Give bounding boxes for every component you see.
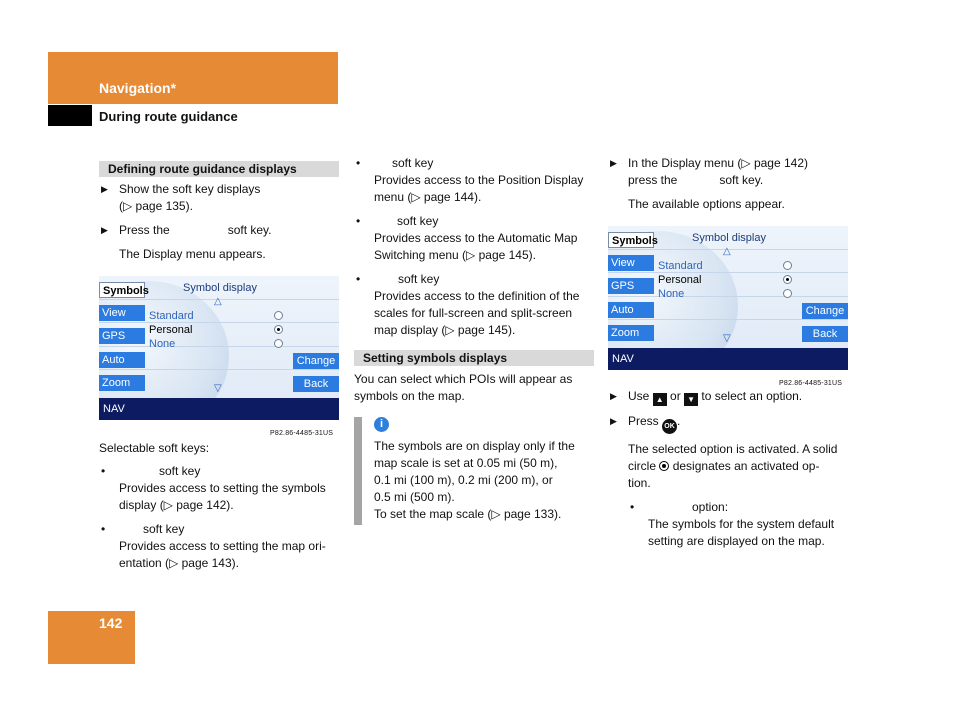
softkey-gps[interactable]: GPS	[608, 278, 654, 294]
step-arrow-icon: ▶	[101, 225, 108, 235]
radio-personal[interactable]	[274, 325, 283, 334]
radio-standard[interactable]	[783, 261, 792, 270]
bullet-gps: • soft key Provides access to the Position Display menu (▷ page 144).	[356, 156, 584, 204]
screen-title: Symbol display	[183, 282, 257, 294]
option-none[interactable]: None	[149, 338, 176, 350]
option-standard[interactable]: Standard	[658, 260, 703, 272]
softkey-auto[interactable]: Auto	[99, 352, 145, 368]
section-heading-symbols: Setting symbols displays	[354, 350, 594, 366]
bullet-auto: • soft key Provides access to the Automatic Map Switching menu (▷ page 145).	[356, 214, 578, 262]
screen-title: Symbol display	[692, 232, 766, 244]
section-heading-route-displays: Defining route guidance displays	[99, 161, 339, 177]
section-subtitle: During route guidance	[99, 109, 238, 124]
bullet-zoom: • soft key Provides access to the definition of the scales for full-screen and split-screen map display (▷ page 145).	[356, 272, 580, 337]
step-arrow-icon: ▶	[101, 184, 108, 194]
info-icon: i	[374, 417, 389, 432]
option-personal[interactable]: Personal	[658, 274, 702, 286]
step-use-keys: ▶ Use ▲ or ▼ to select an option.	[610, 389, 803, 404]
bullet-symbols: • soft key Provides access to setting the symbols display (▷ page 142).	[101, 464, 326, 512]
selectable-label: Selectable soft keys:	[99, 441, 210, 455]
header-black-tab	[48, 105, 92, 126]
selected-option-text: The selected option is activated. A solid circle designates an activated op- tion.	[628, 442, 838, 490]
step-arrow-icon: ▶	[610, 158, 617, 168]
column-3	[608, 155, 848, 213]
status-bar: NAV	[608, 348, 848, 370]
scroll-down-icon: ▽	[214, 383, 222, 394]
result-options: The available options appear.	[628, 197, 785, 211]
note-bar	[354, 417, 362, 525]
softkey-symbols[interactable]: Symbols	[608, 232, 654, 248]
result-text: The Display menu appears.	[119, 247, 266, 261]
scroll-down-icon: ▽	[723, 333, 731, 344]
display-screen-1	[99, 276, 339, 420]
ok-key-icon: OK	[662, 419, 677, 434]
softkey-view[interactable]: View	[608, 255, 654, 271]
softkey-back[interactable]: Back	[293, 376, 339, 392]
scroll-up-icon: △	[723, 246, 731, 257]
softkey-view[interactable]: View	[99, 305, 145, 321]
step-show-softkeys: ▶ Show the soft key displays (▷ page 135).	[101, 182, 261, 213]
step-display-menu: ▶ In the Display menu (▷ page 142) press the soft key.	[610, 156, 808, 187]
softkey-symbols[interactable]: Symbols	[99, 282, 145, 298]
column-3-lower	[608, 388, 848, 550]
radio-none[interactable]	[274, 339, 283, 348]
radio-standard[interactable]	[274, 311, 283, 320]
softkey-change[interactable]: Change	[293, 353, 339, 369]
radio-none[interactable]	[783, 289, 792, 298]
up-key-icon: ▲	[653, 393, 667, 406]
display-screen-2	[608, 226, 848, 370]
scroll-up-icon: △	[214, 296, 222, 307]
solid-circle-icon	[659, 461, 669, 471]
header-orange-block	[48, 52, 338, 104]
down-key-icon: ▼	[684, 393, 698, 406]
option-personal[interactable]: Personal	[149, 324, 193, 336]
page-number: 142	[99, 615, 123, 631]
image-code: P82.86-4485-31US	[779, 380, 843, 387]
step-arrow-icon: ▶	[610, 391, 617, 401]
softkey-zoom[interactable]: Zoom	[608, 325, 654, 341]
option-none[interactable]: None	[658, 288, 685, 300]
chapter-title: Navigation*	[99, 80, 177, 96]
column-1-lower	[99, 440, 339, 572]
step-press-ok: ▶ Press OK .	[608, 413, 848, 434]
column-1	[99, 161, 339, 263]
intro-line-1: You can select which POIs will appear as	[354, 372, 573, 386]
radio-personal[interactable]	[783, 275, 792, 284]
intro-line-2: symbols on the map.	[354, 389, 465, 403]
step-arrow-icon: ▶	[610, 416, 617, 426]
softkey-gps[interactable]: GPS	[99, 328, 145, 344]
option-standard[interactable]: Standard	[149, 310, 194, 322]
bullet-standard-option: • option: The symbols for the system default setting are displayed on the map.	[630, 500, 835, 548]
image-code: P82.86-4485-31US	[270, 430, 334, 437]
softkey-back[interactable]: Back	[802, 326, 848, 342]
step-press-softkey: ▶ Press the soft key.	[101, 223, 272, 237]
column-2	[354, 155, 594, 405]
softkey-auto[interactable]: Auto	[608, 302, 654, 318]
status-bar: NAV	[99, 398, 339, 420]
info-note: i The symbols are on display only if the map scale is set at 0.05 mi (50 m), 0.1 mi (100 m), 0.2 mi (200 m), or 0.5 mi (500 m). To set the map scale (▷ page 133).	[354, 417, 594, 525]
softkey-zoom[interactable]: Zoom	[99, 375, 145, 391]
bullet-view: • soft key Provides access to setting the map ori- entation (▷ page 143).	[101, 522, 326, 570]
softkey-change[interactable]: Change	[802, 303, 848, 319]
